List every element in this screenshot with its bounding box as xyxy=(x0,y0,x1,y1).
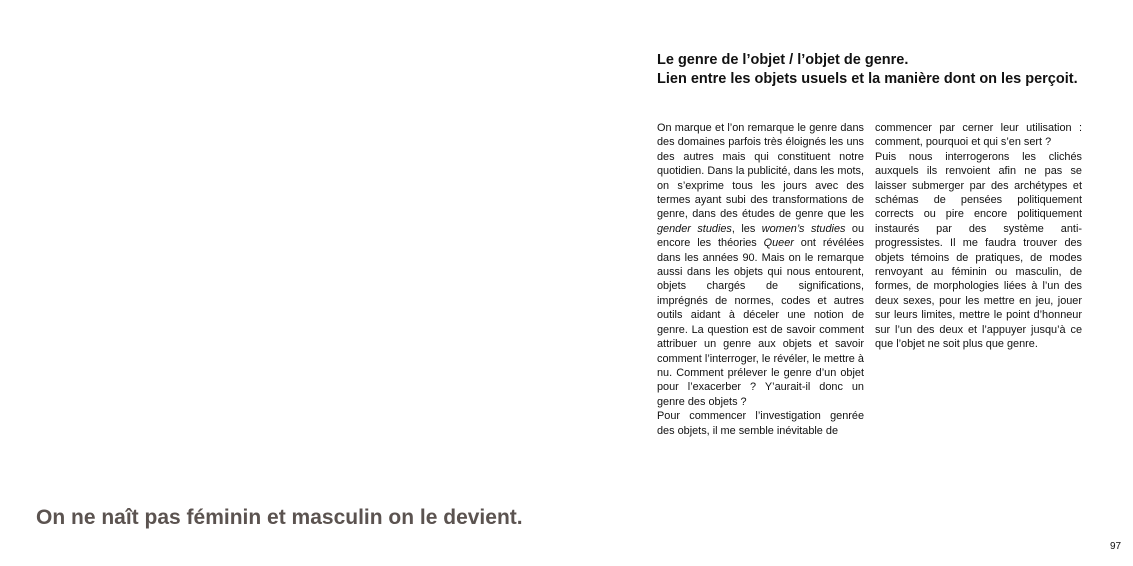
heading-title: Le genre de l’objet / l’objet de genre. xyxy=(657,52,909,68)
italic-term: Queer xyxy=(763,237,794,250)
italic-term: gender studies xyxy=(657,222,732,235)
paragraph-text: ou encore les théories xyxy=(657,222,865,250)
paragraph xyxy=(657,121,864,409)
paragraph-text: , les xyxy=(731,222,762,235)
italic-term: women’s studies xyxy=(761,222,846,235)
text-column-right xyxy=(875,121,1082,352)
text-column-left xyxy=(657,121,864,438)
heading-subtitle: Lien entre les objets usuels et la manière dont on les perçoit. xyxy=(657,71,1078,87)
article-heading xyxy=(657,51,1087,89)
page-number: 97 xyxy=(1110,541,1122,552)
pull-quote: On ne naît pas féminin et masculin on le devient. xyxy=(36,506,523,529)
paragraph-text: On marque et l’on remarque le genre dans des domaines parfois très éloignés les uns des autres mais qui constituent notre quotidien. Dans la publicité, dans les mots, on s’exprime tous les jours avec des termes ayant subi des transformations de genre, dans des études de genre que les xyxy=(657,122,864,221)
paragraph: Puis nous interrogerons les clichés auxquels ils renvoient afin ne pas se laisser submerger par des archétypes et schémas de pensées politiquement corrects ou pire encore politiquement instaurés par des système anti-progressistes. Il me faudra trouver des objets témoins de pratiques, de modes renvoyant au féminin ou masculin, de formes, de morphologies liées à l’un des deux sexes, pour les mettre en jeu, jouer sur leurs limites, mettre le point d’honneur sur l’un des deux et l’appuyer jusqu’à ce que l’objet ne soit plus que genre. xyxy=(875,150,1082,351)
paragraph: commencer par cerner leur utilisation : comment, pourquoi et qui s’en sert ? xyxy=(875,122,1082,149)
paragraph: Pour commencer l’investigation genrée des objets, il me semble inévitable de xyxy=(657,410,864,437)
paragraph-text: ont révélées dans les années 90. Mais on le remarque aussi dans les objets qui nous entourent, objets chargés de significations, imprégnés de normes, codes et autres outils aidant à déceler une notion de genre. La question est de savoir comment attribuer un genre aux objets et savoir comment l’interroger, le révéler, le mettre à nu. Comment prélever le genre d’un objet pour l’exacerber ? Y’aurait-il donc un genre des objets ? xyxy=(657,237,865,408)
